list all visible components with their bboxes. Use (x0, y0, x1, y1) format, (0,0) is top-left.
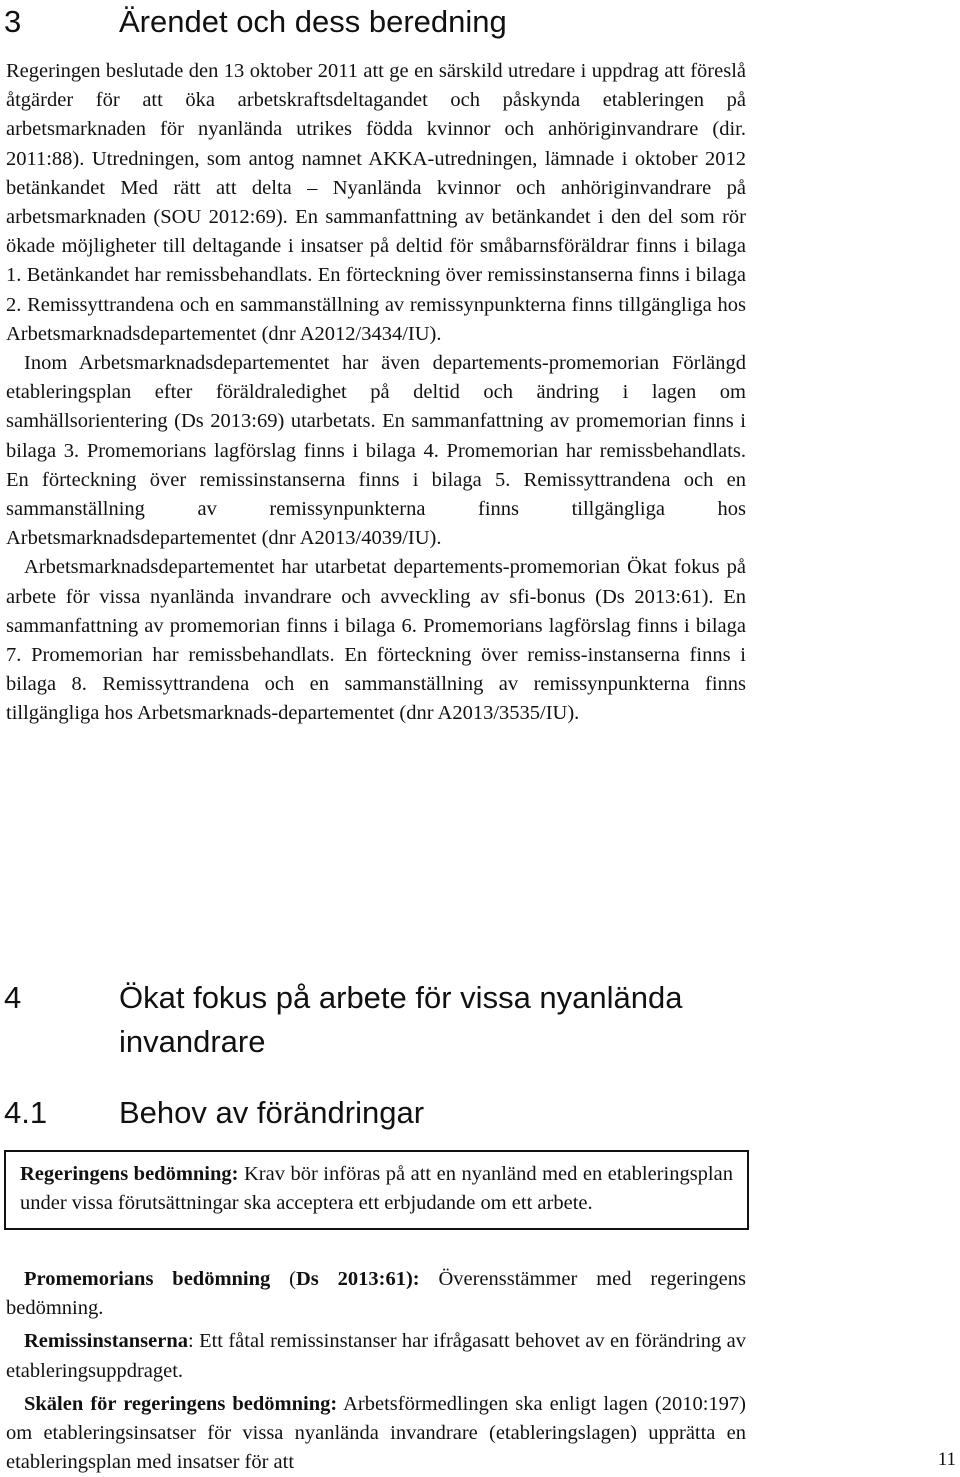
section-3-paragraph-3: Arbetsmarknadsdepartementet har utarbetat departements-promemorian Ökat fokus på arbete för vissa nyanlända invandrare och avveckling av sfi-bonus (Ds 2013:61). En sammanfattning av promemorian finns i bilaga 6. Promemorians lagförslag finns i bilaga 7. Promemorian har remissbehandlats. En förteckning över remiss-instanserna finns i bilaga 8. Remissyttrandena och en sammanställning av remissynpunkterna finns tillgängliga hos Arbetsmarknads-departementet (dnr A2013/3535/IU). (6, 556, 746, 725)
memorandum-assessment-text: Överensstämmer med regeringens bedömning. (6, 1268, 746, 1320)
reasons-for-assessment-text: Arbetsförmedlingen ska enligt lagen (2010:197) om etableringsinsatser för vissa nyanlända invandrare (etableringslagen) upprätta en etableringsplan med insatser för att (6, 1392, 746, 1474)
government-assessment (20, 1160, 733, 1218)
page-number: 11 (937, 1449, 956, 1470)
government-assessment-text: Krav bör införas på att en nyanländ med en etableringsplan under vissa förutsättningar ska acceptera ett erbjudande om ett arbete. (20, 1163, 733, 1215)
section-3-number: 3 (4, 4, 22, 39)
reasons-for-assessment-label: Skälen för regeringens bedömning: (24, 1392, 338, 1415)
section-4-1-number: 4.1 (4, 1095, 48, 1130)
government-assessment-box (4, 1150, 749, 1230)
section-4-1-body (6, 1265, 746, 1477)
memorandum-assessment-paren: ( (270, 1268, 296, 1290)
section-4-number: 4 (4, 980, 22, 1015)
section-3-paragraph-2: Inom Arbetsmarknadsdepartementet har även departements-promemorian Förlängd etableringsplan efter föräldraledighet på deltid och ändring i lagen om samhällsorientering (Ds 2013:69) utarbetats. En sammanfattning av promemorian finns i bilaga 3. Promemorians lagförslag finns i bilaga 4. Promemorian har remissbehandlats. En förteckning över remissinstanserna finns i bilaga 5. Remissyttrandena och en sammanställning av remissynpunkterna finns tillgängliga hos Arbetsmarknadsdepartementet (dnr A2013/4039/IU). (6, 352, 746, 550)
memorandum-assessment-label: Promemorians bedömning (24, 1268, 271, 1290)
section-3-paragraph-1: Regeringen beslutade den 13 oktober 2011 att ge en särskild utredare i uppdrag att föreslå åtgärder för att öka arbetskraftsdeltagandet och påskynda etableringen på arbetsmarknaden för nyanlända utrikes födda kvinnor och anhöriginvandrare (dir. 2011:88). Utredningen, som antog namnet AKKA-utredningen, lämnade i oktober 2012 betänkandet Med rätt att delta – Nyanlända kvinnor och anhöriginvandrare på arbetsmarknaden (SOU 2012:69). En sammanfattning av betänkandet i den del som rör ökade möjligheter till deltagande i insatser på deltid för småbarnsföräldrar finns i bilaga 1. Betänkandet har remissbehandlats. En förteckning över remissinstanserna finns i bilaga 2. Remissyttrandena och en sammanställning av remissynpunkterna finns tillgängliga hos Arbetsmarknadsdepartementet (dnr A2012/3434/IU). (6, 60, 746, 345)
section-4-1-title: Behov av förändringar (119, 1095, 425, 1130)
consultation-bodies-label: Remissinstanserna (24, 1330, 189, 1353)
consultation-bodies-text: : Ett fåtal remissinstanser har ifrågasatt behovet av en förändring av etableringsuppdraget. (6, 1330, 746, 1382)
memorandum-assessment (6, 1265, 746, 1323)
section-3-title: Ärendet och dess beredning (119, 4, 507, 39)
government-assessment-label: Regeringens bedömning: (20, 1163, 239, 1185)
section-4-title: Ökat fokus på arbete för vissa nyanlända invandrare (119, 980, 683, 1059)
consultation-bodies (6, 1327, 746, 1385)
reasons-for-assessment (6, 1390, 746, 1477)
section-3-body (6, 57, 746, 729)
memorandum-assessment-reference: Ds 2013:61): (295, 1268, 420, 1290)
